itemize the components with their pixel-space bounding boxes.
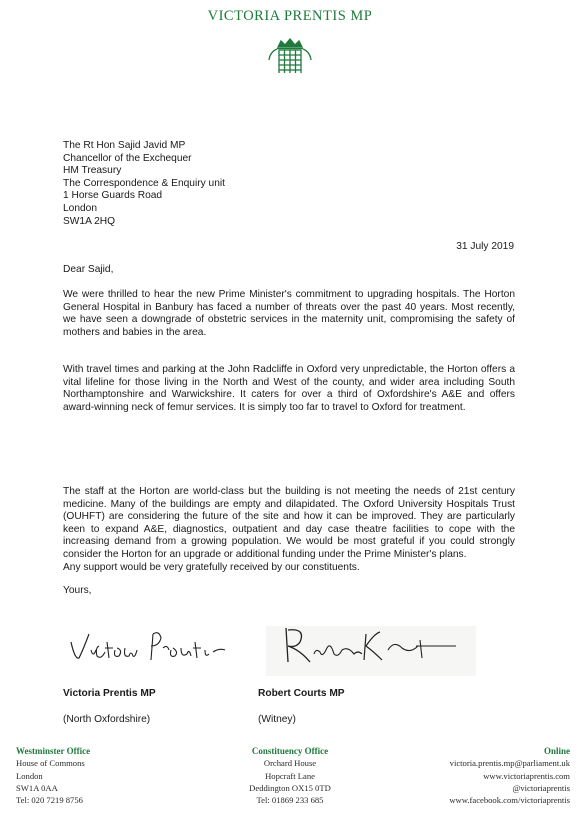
signatory-name: Robert Courts MP (258, 688, 345, 699)
footer-line: SW1A 0AA (16, 782, 58, 793)
footer-website-link[interactable]: www.victoriaprentis.com (483, 770, 570, 781)
footer-line: Deddington OX15 0TD (249, 782, 331, 793)
footer-facebook-link[interactable]: www.facebook.com/victoriaprentis (449, 795, 570, 806)
salutation: Dear Sajid, (63, 264, 114, 275)
portcullis-icon (264, 38, 316, 76)
footer-email-link[interactable]: victoria.prentis.mp@parliament.uk (449, 758, 570, 769)
letter-date: 31 July 2019 (456, 241, 514, 252)
footer-title: Online (543, 746, 570, 756)
footer-line: London (16, 770, 43, 781)
body-paragraph: We were thrilled to hear the new Prime Minister's commitment to upgrading hospitals. The Horton General Hospital in Banbury has faced a number of threats over the past 40 years. Most recently, we have seen a downgrade of obstetric services in the maternity unit, compromising the safety of mothers and babies in the area. (63, 289, 515, 338)
footer-line: House of Commons (16, 758, 85, 769)
address-line: London (63, 202, 97, 214)
signature-robert-courts (270, 620, 470, 670)
body-paragraph: The staff at the Horton are world-class but the building is not meeting the needs of 21st century medicine. Many of the buildings are empty and dilapidated. The Oxford University Hospitals Trust (OUHFT) are considering the future of the site and how it can be improved. They are particularly keen to expand A&E, diagnostics, outpatient and day case theatre facilities to cope with the increasing demand from a growing population. We would be most grateful if you could strongly consider the Horton for an upgrade or additional funding under the Prime Minister's plans. (63, 486, 515, 560)
signatory-constituency: (North Oxfordshire) (63, 714, 151, 725)
address-line: The Correspondence & Enquiry unit (63, 177, 225, 189)
footer-line: Hopcraft Lane (265, 770, 315, 781)
footer-constituency-office (190, 745, 390, 806)
address-line: SW1A 2HQ (63, 215, 116, 227)
recipient-address (63, 140, 225, 228)
footer-twitter-link[interactable]: @victoriaprentis (512, 782, 570, 793)
footer-title: Constituency Office (251, 746, 329, 756)
footer-online (449, 745, 570, 806)
address-line: 1 Horse Guards Road (63, 190, 163, 202)
footer-line: Tel: 01869 233 685 (256, 795, 324, 806)
address-line: Chancellor of the Exchequer (63, 152, 192, 164)
body-paragraph: With travel times and parking at the John Radcliffe in Oxford very unpredictable, the Horton offers a vital lifeline for those living in the North and West of the county, and wider area including South Northamptonshire and Warwickshire. It caters for over a third of Oxfordshire's A&E and offers award-winning neck of femur services. It is simply too far to travel to Oxford for treatment. (63, 364, 515, 413)
footer-line: Tel: 020 7219 8756 (16, 795, 83, 806)
footer-westminster-office (16, 745, 90, 806)
footer-line: Orchard House (263, 758, 317, 769)
body-paragraph: Any support would be very gratefully received by our constituents. (63, 562, 360, 573)
closing: Yours, (63, 585, 92, 596)
letterhead-name: VICTORIA PRENTIS MP (207, 8, 373, 24)
signatory-constituency: (Witney) (258, 714, 296, 725)
signature-victoria-prentis (63, 620, 233, 670)
address-line: The Rt Hon Sajid Javid MP (63, 140, 186, 151)
signatory-name: Victoria Prentis MP (63, 688, 156, 699)
footer-title: Westminster Office (16, 746, 91, 756)
address-line: HM Treasury (63, 165, 122, 177)
